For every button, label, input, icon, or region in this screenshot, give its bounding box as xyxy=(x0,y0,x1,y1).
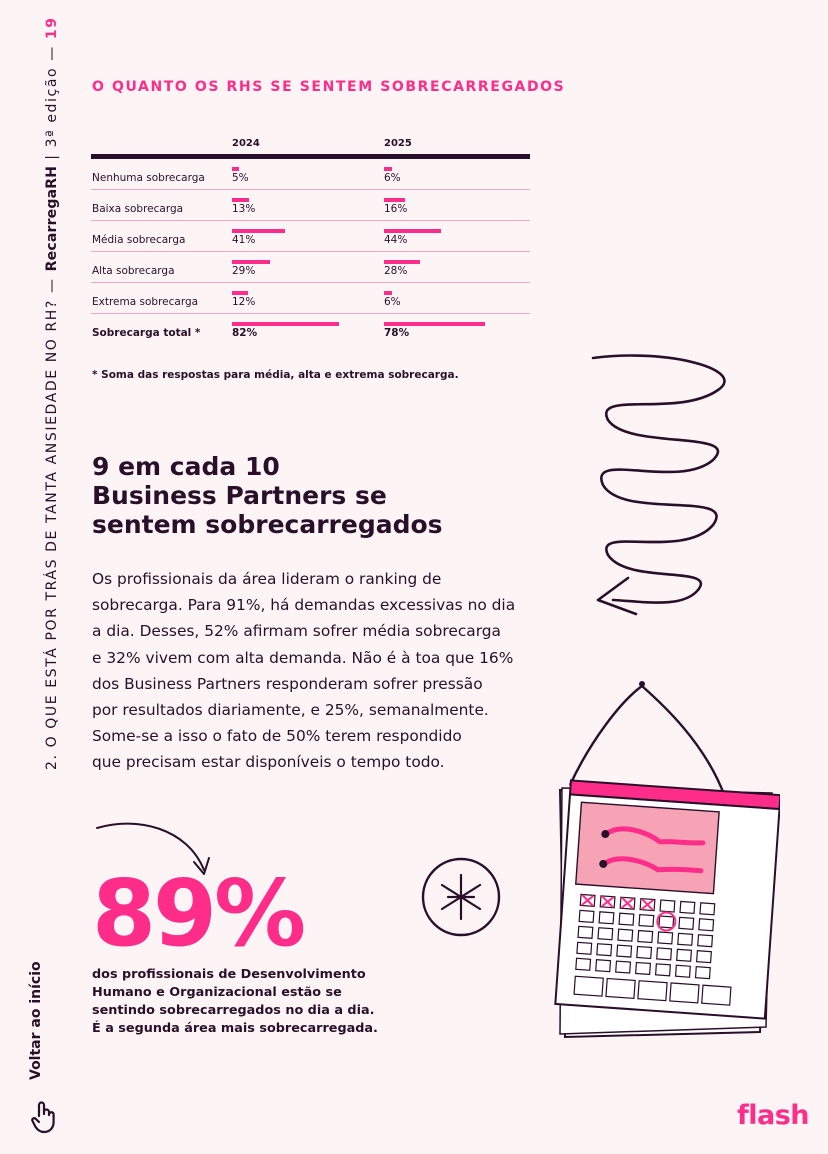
table-row xyxy=(91,283,530,314)
value-bar-2025 xyxy=(384,198,405,202)
value-2024: 41% xyxy=(232,234,256,246)
value-bar-2024 xyxy=(232,260,270,264)
row-label: Extrema sobrecarga xyxy=(92,296,199,308)
table-row xyxy=(91,314,530,345)
headline-line: Business Partners se xyxy=(92,481,387,510)
value-bar-2024 xyxy=(232,291,248,295)
value-bar-2024 xyxy=(232,322,339,326)
big-stat-caption xyxy=(92,966,382,1038)
value-2025: 28% xyxy=(384,265,408,277)
spiral-arrow-doodle xyxy=(548,350,748,630)
value-2024: 29% xyxy=(232,265,256,277)
curved-arrow-doodle xyxy=(92,818,222,888)
caption-line: sentindo sobrecarregados no dia a dia. xyxy=(92,1003,375,1018)
value-bar-2024 xyxy=(232,167,239,171)
table-row xyxy=(91,252,530,283)
body-line: que precisam estar disponíveis o tempo todo. xyxy=(92,753,445,772)
body-line: Os profissionais da área lideram o ranking de xyxy=(92,570,442,588)
starburst-doodle xyxy=(420,855,504,939)
value-2025: 78% xyxy=(384,327,410,339)
value-bar-2024 xyxy=(232,198,249,202)
column-header-2024: 2024 xyxy=(232,138,260,149)
value-2025: 6% xyxy=(384,172,401,184)
value-bar-2025 xyxy=(384,167,392,171)
body-paragraph xyxy=(92,566,562,776)
big-stat-value: 89% xyxy=(92,860,304,967)
body-line: a dia. Desses, 52% afirmam sofrer média sobrecarga xyxy=(92,622,501,641)
value-2025: 6% xyxy=(384,296,401,308)
value-bar-2025 xyxy=(384,322,485,326)
row-label: Sobrecarga total * xyxy=(92,327,201,339)
table-row xyxy=(91,190,530,221)
pointing-hand-icon[interactable] xyxy=(30,1100,56,1134)
row-label: Baixa sobrecarga xyxy=(92,203,184,215)
value-2025: 16% xyxy=(384,203,408,215)
page-number: 19 xyxy=(44,16,60,39)
caption-line: dos profissionais de Desenvolvimento xyxy=(92,967,366,982)
body-line: por resultados diariamente, e 25%, semanalmente. xyxy=(92,701,489,720)
value-bar-2024 xyxy=(232,229,285,233)
value-bar-2025 xyxy=(384,260,420,264)
headline-line: 9 em cada 10 xyxy=(92,452,280,481)
headline-line: sentem sobrecarregados xyxy=(92,510,443,539)
footnote: * Soma das respostas para média, alta e extrema sobrecarga. xyxy=(92,369,459,381)
row-label: Nenhuma sobrecarga xyxy=(92,172,205,184)
body-line: dos Business Partners responderam sofrer pressão xyxy=(92,674,483,693)
chapter-title: 2. O QUE ESTÁ POR TRÁS DE TANTA ANSIEDADE NO RH? xyxy=(44,298,60,770)
caption-line: Humano e Organizacional estão se xyxy=(92,985,342,1000)
row-label: Alta sobrecarga xyxy=(92,265,175,277)
rail-dash: — xyxy=(44,270,60,299)
value-bar-2025 xyxy=(384,229,441,233)
table-row xyxy=(91,159,530,190)
value-2024: 82% xyxy=(232,327,258,339)
headline xyxy=(92,452,522,539)
calendar-illustration xyxy=(520,672,780,1062)
table-row xyxy=(91,221,530,252)
row-label: Média sobrecarga xyxy=(92,234,186,246)
column-header-2025: 2025 xyxy=(384,138,412,149)
rail-dash: — xyxy=(44,38,60,67)
side-rail xyxy=(44,16,60,786)
back-to-start-link[interactable]: Voltar ao início xyxy=(28,961,44,1080)
value-2024: 5% xyxy=(232,172,249,184)
overload-table xyxy=(91,136,530,345)
value-2024: 12% xyxy=(232,296,256,308)
flash-logo: flash xyxy=(737,1100,810,1131)
value-2024: 13% xyxy=(232,203,256,215)
rail-brand: RecarregaRH xyxy=(44,165,60,271)
rail-edition: | 3ª edição xyxy=(44,66,60,166)
section-title: O QUANTO OS RHS SE SENTEM SOBRECARREGADOS xyxy=(92,79,566,95)
table-header xyxy=(91,136,530,154)
value-bar-2025 xyxy=(384,291,392,295)
caption-line: É a segunda área mais sobrecarregada. xyxy=(92,1021,378,1036)
body-line: sobrecarga. Para 91%, há demandas excessivas no dia xyxy=(92,596,516,615)
body-line: e 32% vivem com alta demanda. Não é à toa que 16% xyxy=(92,648,514,667)
value-2025: 44% xyxy=(384,234,408,246)
body-line: Some-se a isso o fato de 50% terem respondido xyxy=(92,727,462,746)
